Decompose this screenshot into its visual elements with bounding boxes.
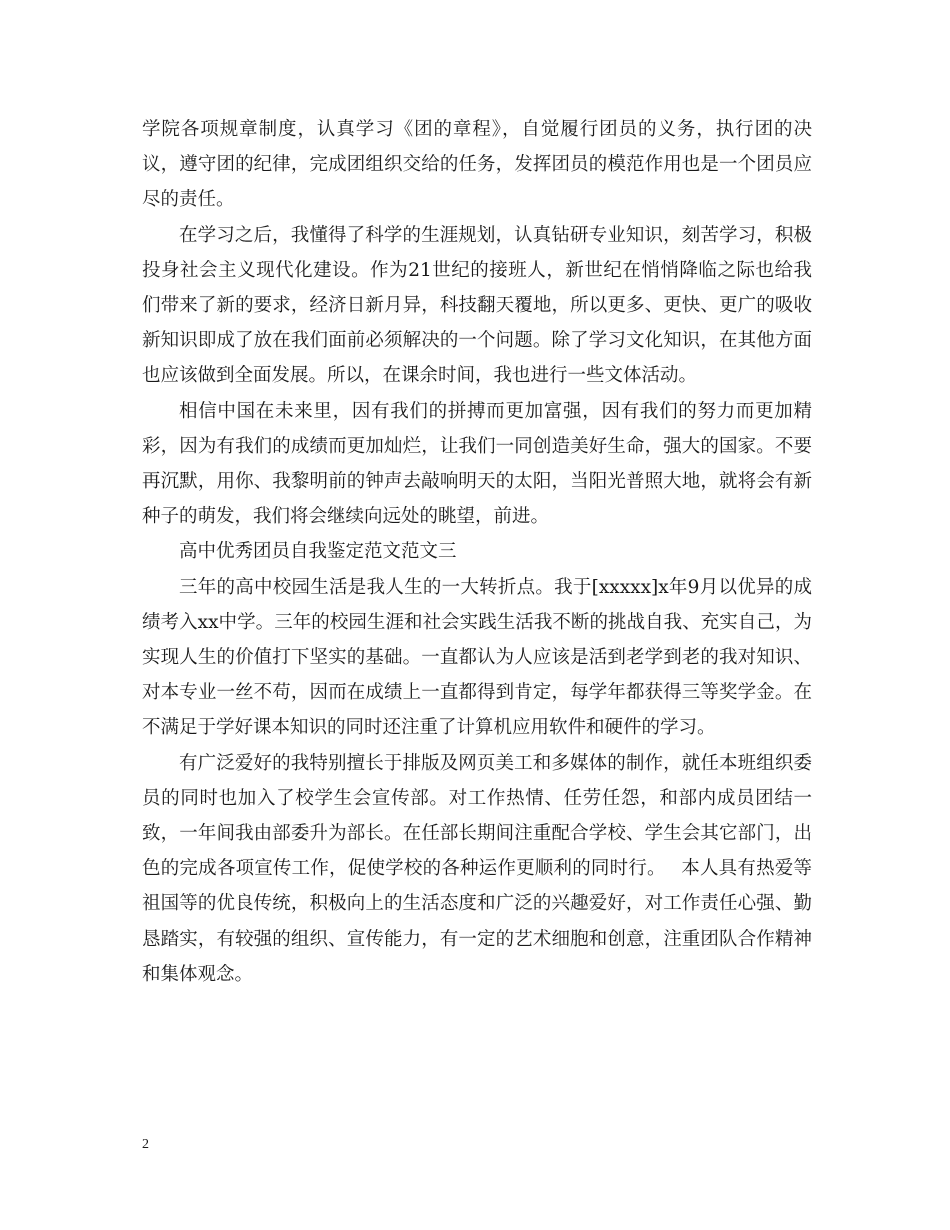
- paragraph-high-school-life: 三年的高中校园生活是我人生的一大转折点。我于[xxxxx]x年9月以优异的成绩考入xx中学。三年的校园生涯和社会实践生活我不断的挑战自我、充实自己，为实现人生的价值打下坚实的基础。一直都认为人应该是活到老学到老的我对知识、对本专业一丝不苟，因而在成绩上一直都得到肯定，每学年都获得三等奖学金。在不满足于学好课本知识的同时还注重了计算机应用软件和硬件的学习。: [142, 576, 812, 739]
- page-number: 2: [142, 1137, 149, 1152]
- paragraph-study-planning: 在学习之后，我懂得了科学的生涯规划，认真钻研专业知识，刻苦学习，积极投身社会主义现代化建设。作为21世纪的接班人，新世纪在悄悄降临之际也给我们带来了新的要求，经济日新月异，科技翻天覆地，所以更多、更快、更广的吸收新知识即成了放在我们面前必须解决的一个问题。除了学习文化知识，在其他方面也应该做到全面发展。所以，在课余时间，我也进行一些文体活动。: [142, 224, 812, 387]
- paragraph-continuation: 学院各项规章制度，认真学习《团的章程》，自觉履行团员的义务，执行团的决议，遵守团的纪律，完成团组织交给的任务，发挥团员的模范作用也是一个团员应尽的责任。: [142, 119, 812, 211]
- paragraph-hobbies-work: 有广泛爱好的我特别擅长于排版及网页美工和多媒体的制作，就任本班组织委员的同时也加入了校学生会宣传部。对工作热情、任劳任怨，和部内成员团结一致，一年间我由部委升为部长。在任部长期间注重配合学校、学生会其它部门，出色的完成各项宣传工作，促使学校的各种运作更顺利的同时行。 本人具有热爱等祖国等的优良传统，积极向上的生活态度和广泛的兴趣爱好，对工作责任心强、勤恳踏实，有较强的组织、宣传能力，有一定的艺术细胞和创意，注重团队合作精神和集体观念。: [142, 752, 812, 985]
- section-heading: 高中优秀团员自我鉴定范文范文三: [179, 541, 457, 563]
- document-body: [142, 112, 812, 992]
- paragraph-future-china: 相信中国在未来里，因有我们的拼搏而更加富强，因有我们的努力而更加精彩，因为有我们的成绩而更加灿烂，让我们一同创造美好生命，强大的国家。不要再沉默，用你、我黎明前的钟声去敲响明天的太阳，当阳光普照大地，就将会有新种子的萌发，我们将会继续向远处的眺望，前进。: [142, 400, 812, 528]
